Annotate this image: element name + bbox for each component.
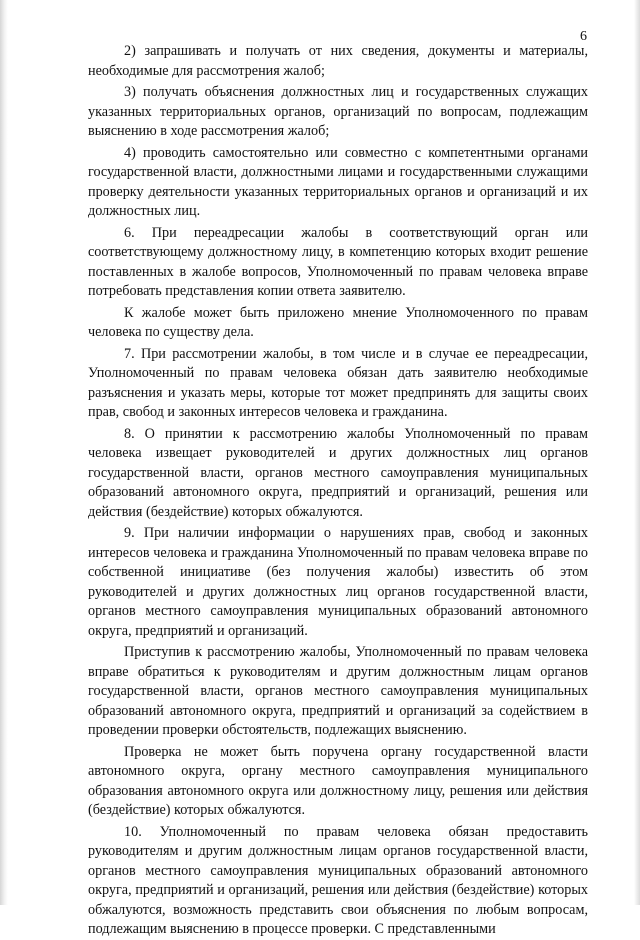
- paragraph-clause-7: 7. При рассмотрении жалобы, в том числе и в случае ее переадресации, Уполномоченный по правам человека обязан дать заявителю необходимые разъяснения и указать меры, которые тот может предпринять для защиты своих прав, свобод и законных интересов человека и гражданина.: [88, 345, 588, 420]
- page-number: 6: [580, 29, 587, 44]
- document-body: [88, 42, 588, 940]
- paragraph-clause-9-restriction: Проверка не может быть поручена органу государственной власти автономного округа, органу местного самоуправления муниципального образования автономного округа или должностному лицу, решения или действия (бездействие) которых обжалуются.: [88, 743, 588, 818]
- paragraph-item-3: 3) получать объяснения должностных лиц и государственных служащих указанных территориальных органов, организаций по вопросам, подлежащим выяснению в ходе рассмотрения жалоб;: [88, 84, 588, 139]
- scan-edge-right: [634, 0, 640, 905]
- paragraph-clause-6: 6. При переадресации жалобы в соответствующий орган или соответствующему должностному лицу, в компетенцию которых входит решение поставленных в жалобе вопросов, Уполномоченный по правам человека вправе потребовать представления копии ответа заявителю.: [88, 224, 588, 299]
- paragraph-clause-8: 8. О принятии к рассмотрению жалобы Уполномоченный по правам человека извещает руководителей и других должностных лиц органов государственной власти, органов местного самоуправления муниципальных образований автономного округа, предприятий и организаций, решения или действия (бездействие) которых обжалуются.: [88, 425, 588, 520]
- paragraph-clause-6-note: К жалобе может быть приложено мнение Уполномоченного по правам человека по существу дела.: [88, 304, 588, 340]
- paragraph-item-4: 4) проводить самостоятельно или совместно с компетентными органами государственной власти, должностными лицами и государственными служащими проверку деятельности указанных территориальных органов и организаций и их должностных лиц.: [88, 144, 588, 219]
- scan-edge-left: [0, 0, 8, 905]
- paragraph-item-2: 2) запрашивать и получать от них сведения, документы и материалы, необходимые для рассмотрения жалоб;: [88, 43, 588, 79]
- paragraph-clause-9: 9. При наличии информации о нарушениях прав, свобод и законных интересов человека и гражданина Уполномоченный по правам человека вправе по собственной инициативе (без получения жалобы) известить об этом руководителей и других должностных лиц органов государственной власти, органов местного самоуправления муниципальных образований автономного округа, предприятий и организаций.: [88, 525, 588, 639]
- paragraph-clause-10: 10. Уполномоченный по правам человека обязан предоставить руководителям и другим должностным лицам органов государственной власти, органов местного самоуправления муниципальных образований автономного округа, предприятий и организаций, решения или действия (бездействие) которых обжалуются, возможность представить свои объяснения по любым вопросам, подлежащим выяснению в процессе проверки. С представленными: [88, 823, 588, 937]
- paragraph-clause-9-continued: Приступив к рассмотрению жалобы, Уполномоченный по правам человека вправе обратиться к руководителям и другим должностным лицам органов государственной власти, органов местного самоуправления муниципальных образований автономного округа, предприятий и организаций за содействием в проведении проверки обстоятельств, подлежащих выяснению.: [88, 644, 588, 738]
